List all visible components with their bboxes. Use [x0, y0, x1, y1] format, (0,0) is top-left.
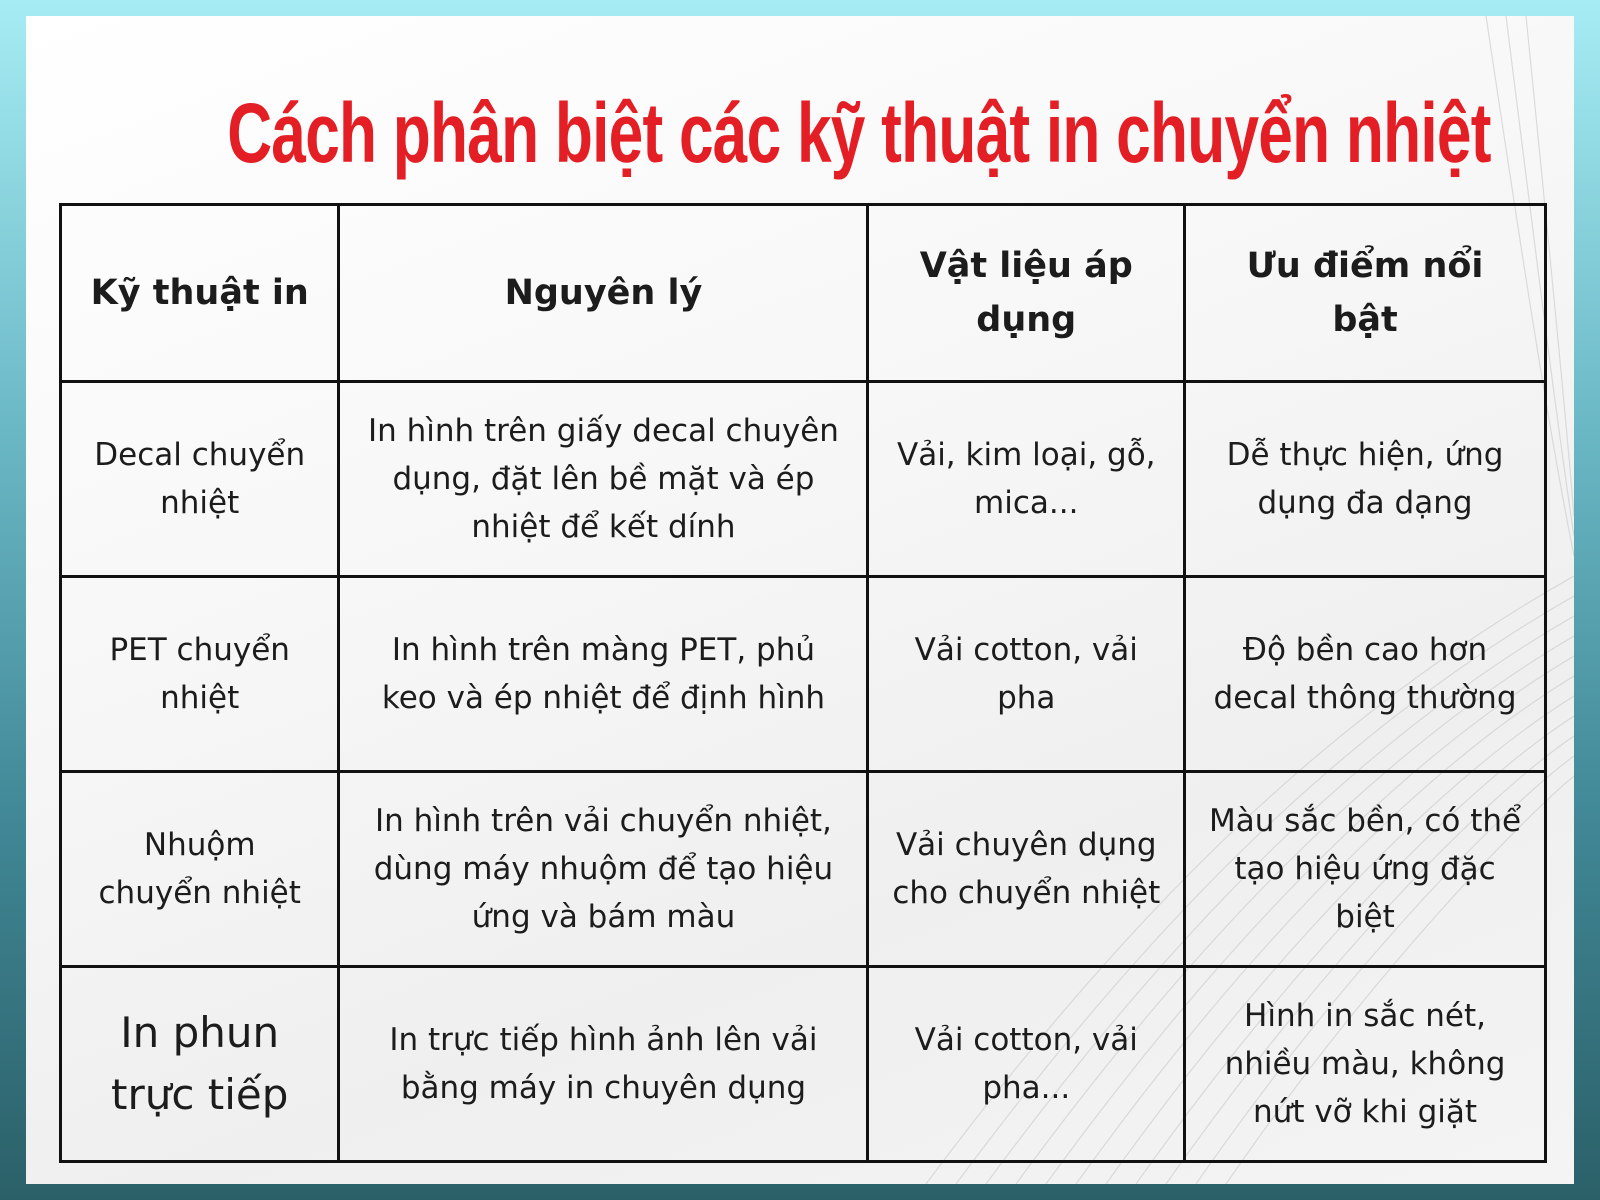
- header-vat-lieu: Vật liệu áp dụng: [868, 205, 1185, 382]
- header-uu-diem: Ưu điểm nổi bật: [1185, 205, 1546, 382]
- cell-advantage: Độ bền cao hơn decal thông thường: [1185, 577, 1546, 772]
- page-title: Cách phân biệt các kỹ thuật in chuyển nhiệt: [227, 86, 1491, 180]
- cell-technique: In phun trực tiếp: [61, 967, 339, 1162]
- cell-advantage: Màu sắc bền, có thể tạo hiệu ứng đặc biệt: [1185, 772, 1546, 967]
- header-nguyen-ly: Nguyên lý: [339, 205, 868, 382]
- cell-advantage: Dễ thực hiện, ứng dụng đa dạng: [1185, 382, 1546, 577]
- cell-principle: In hình trên màng PET, phủ keo và ép nhiệt để định hình: [339, 577, 868, 772]
- header-ky-thuat-in: Kỹ thuật in: [61, 205, 339, 382]
- cell-advantage: Hình in sắc nét, nhiều màu, không nứt vỡ khi giặt: [1185, 967, 1546, 1162]
- comparison-table: [59, 203, 1547, 1163]
- cell-principle: In hình trên giấy decal chuyên dụng, đặt lên bề mặt và ép nhiệt để kết dính: [339, 382, 868, 577]
- table-row: [61, 577, 1546, 772]
- cell-technique: Decal chuyển nhiệt: [61, 382, 339, 577]
- cell-material: Vải chuyên dụng cho chuyển nhiệt: [868, 772, 1185, 967]
- table-row: [61, 382, 1546, 577]
- table-header-row: [61, 205, 1546, 382]
- cell-principle: In trực tiếp hình ảnh lên vải bằng máy in chuyên dụng: [339, 967, 868, 1162]
- cell-principle: In hình trên vải chuyển nhiệt, dùng máy nhuộm để tạo hiệu ứng và bám màu: [339, 772, 868, 967]
- cell-material: Vải cotton, vải pha: [868, 577, 1185, 772]
- cell-material: Vải, kim loại, gỗ, mica...: [868, 382, 1185, 577]
- cell-technique: Nhuộm chuyển nhiệt: [61, 772, 339, 967]
- table-row: [61, 967, 1546, 1162]
- cell-technique: PET chuyển nhiệt: [61, 577, 339, 772]
- table-row: [61, 772, 1546, 967]
- infographic-card: [26, 16, 1574, 1184]
- cell-material: Vải cotton, vải pha...: [868, 967, 1185, 1162]
